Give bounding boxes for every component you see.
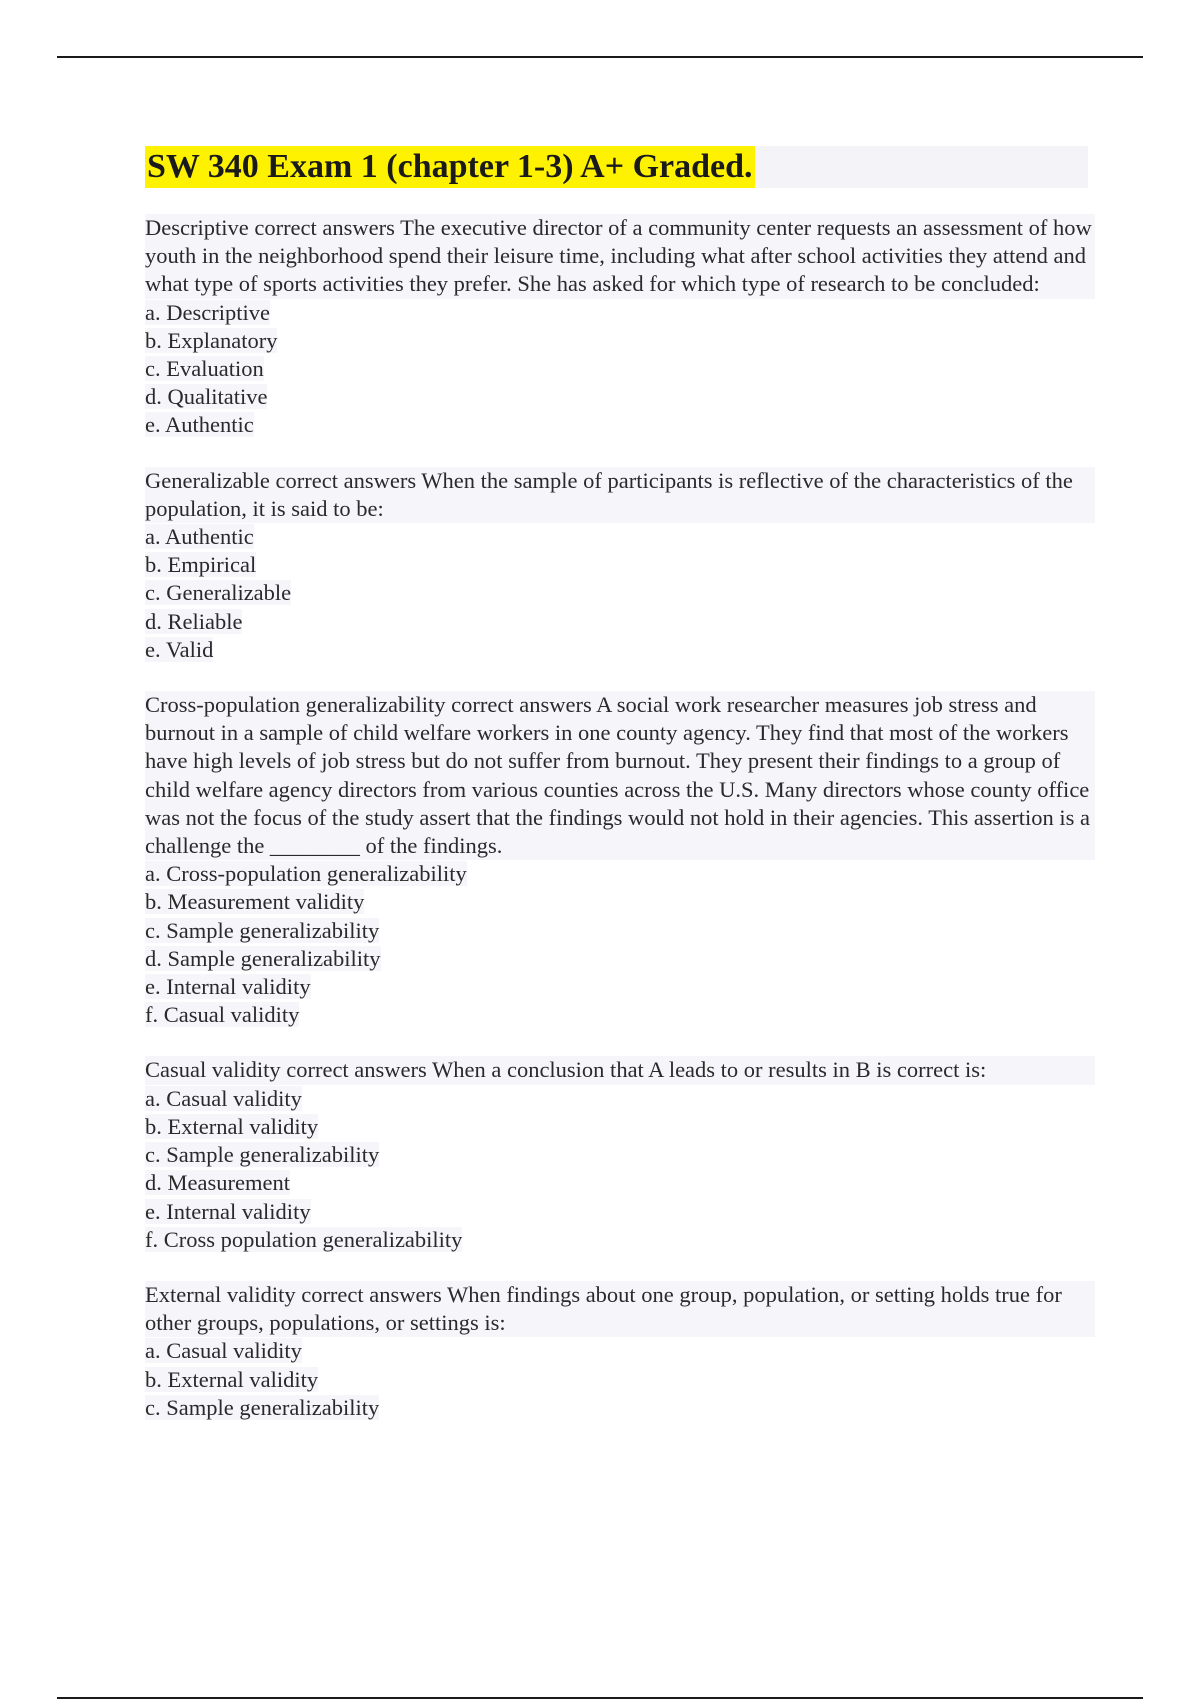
option-list — [145, 860, 1095, 1029]
option-item: c. Sample generalizability — [145, 1394, 380, 1420]
option-item: e. Authentic — [145, 412, 254, 438]
bottom-rule — [57, 1697, 1143, 1699]
option-item: c. Generalizable — [145, 580, 292, 606]
option-item: d. Reliable — [145, 608, 243, 634]
option-list — [145, 1085, 1095, 1254]
question-text: External validity correct answers When findings about one group, population, or setting holds true for other groups, populations, or settings is: — [145, 1281, 1095, 1337]
option-item: c. Evaluation — [145, 356, 264, 382]
option-item: a. Descriptive — [145, 299, 270, 325]
option-item: b. External validity — [145, 1113, 319, 1139]
option-item: e. Valid — [145, 636, 214, 662]
question-text: Cross-population generalizability correct answers A social work researcher measures job stress and burnout in a sample of child welfare workers in one county agency. They find that most of the workers have high levels of job stress but do not suffer from burnout. They present their findings to a group of child welfare agency directors from various counties across the U.S. Many directors whose county office was not the focus of the study assert that the findings would not hold in their agencies. This assertion is a challenge the ________ of the findings. — [145, 691, 1095, 860]
question-4 — [145, 1056, 1095, 1253]
option-item: a. Casual validity — [145, 1338, 302, 1364]
option-item: b. Explanatory — [145, 327, 278, 353]
question-3 — [145, 691, 1095, 1029]
option-item: f. Cross population generalizability — [145, 1226, 463, 1252]
option-item: a. Casual validity — [145, 1085, 302, 1111]
option-item: d. Qualitative — [145, 384, 268, 410]
question-text: Generalizable correct answers When the sample of participants is reflective of the characteristics of the population, it is said to be: — [145, 467, 1095, 523]
question-5 — [145, 1281, 1095, 1422]
option-item: a. Authentic — [145, 524, 254, 550]
option-item: d. Measurement — [145, 1170, 290, 1196]
option-item: c. Sample generalizability — [145, 917, 380, 943]
option-item: e. Internal validity — [145, 974, 311, 1000]
option-list — [145, 1337, 1095, 1422]
option-item: b. Empirical — [145, 552, 257, 578]
question-list — [145, 214, 1095, 1449]
option-item: b. Measurement validity — [145, 889, 365, 915]
document-title: SW 340 Exam 1 (chapter 1-3) A+ Graded. — [145, 146, 755, 188]
question-text: Descriptive correct answers The executive director of a community center requests an assessment of how youth in the neighborhood spend their leisure time, including what after school activities they attend and what type of sports activities they prefer. She has asked for which type of research to be concluded: — [145, 214, 1095, 299]
option-item: f. Casual validity — [145, 1002, 300, 1028]
question-1 — [145, 214, 1095, 440]
option-item: a. Cross-population generalizability — [145, 861, 467, 887]
question-2 — [145, 467, 1095, 664]
option-list — [145, 523, 1095, 664]
option-item: c. Sample generalizability — [145, 1142, 380, 1168]
top-rule — [57, 56, 1143, 58]
option-item: d. Sample generalizability — [145, 945, 381, 971]
option-item: e. Internal validity — [145, 1198, 311, 1224]
option-list — [145, 299, 1095, 440]
option-item: b. External validity — [145, 1366, 319, 1392]
question-text: Casual validity correct answers When a conclusion that A leads to or results in B is correct is: — [145, 1056, 1095, 1084]
